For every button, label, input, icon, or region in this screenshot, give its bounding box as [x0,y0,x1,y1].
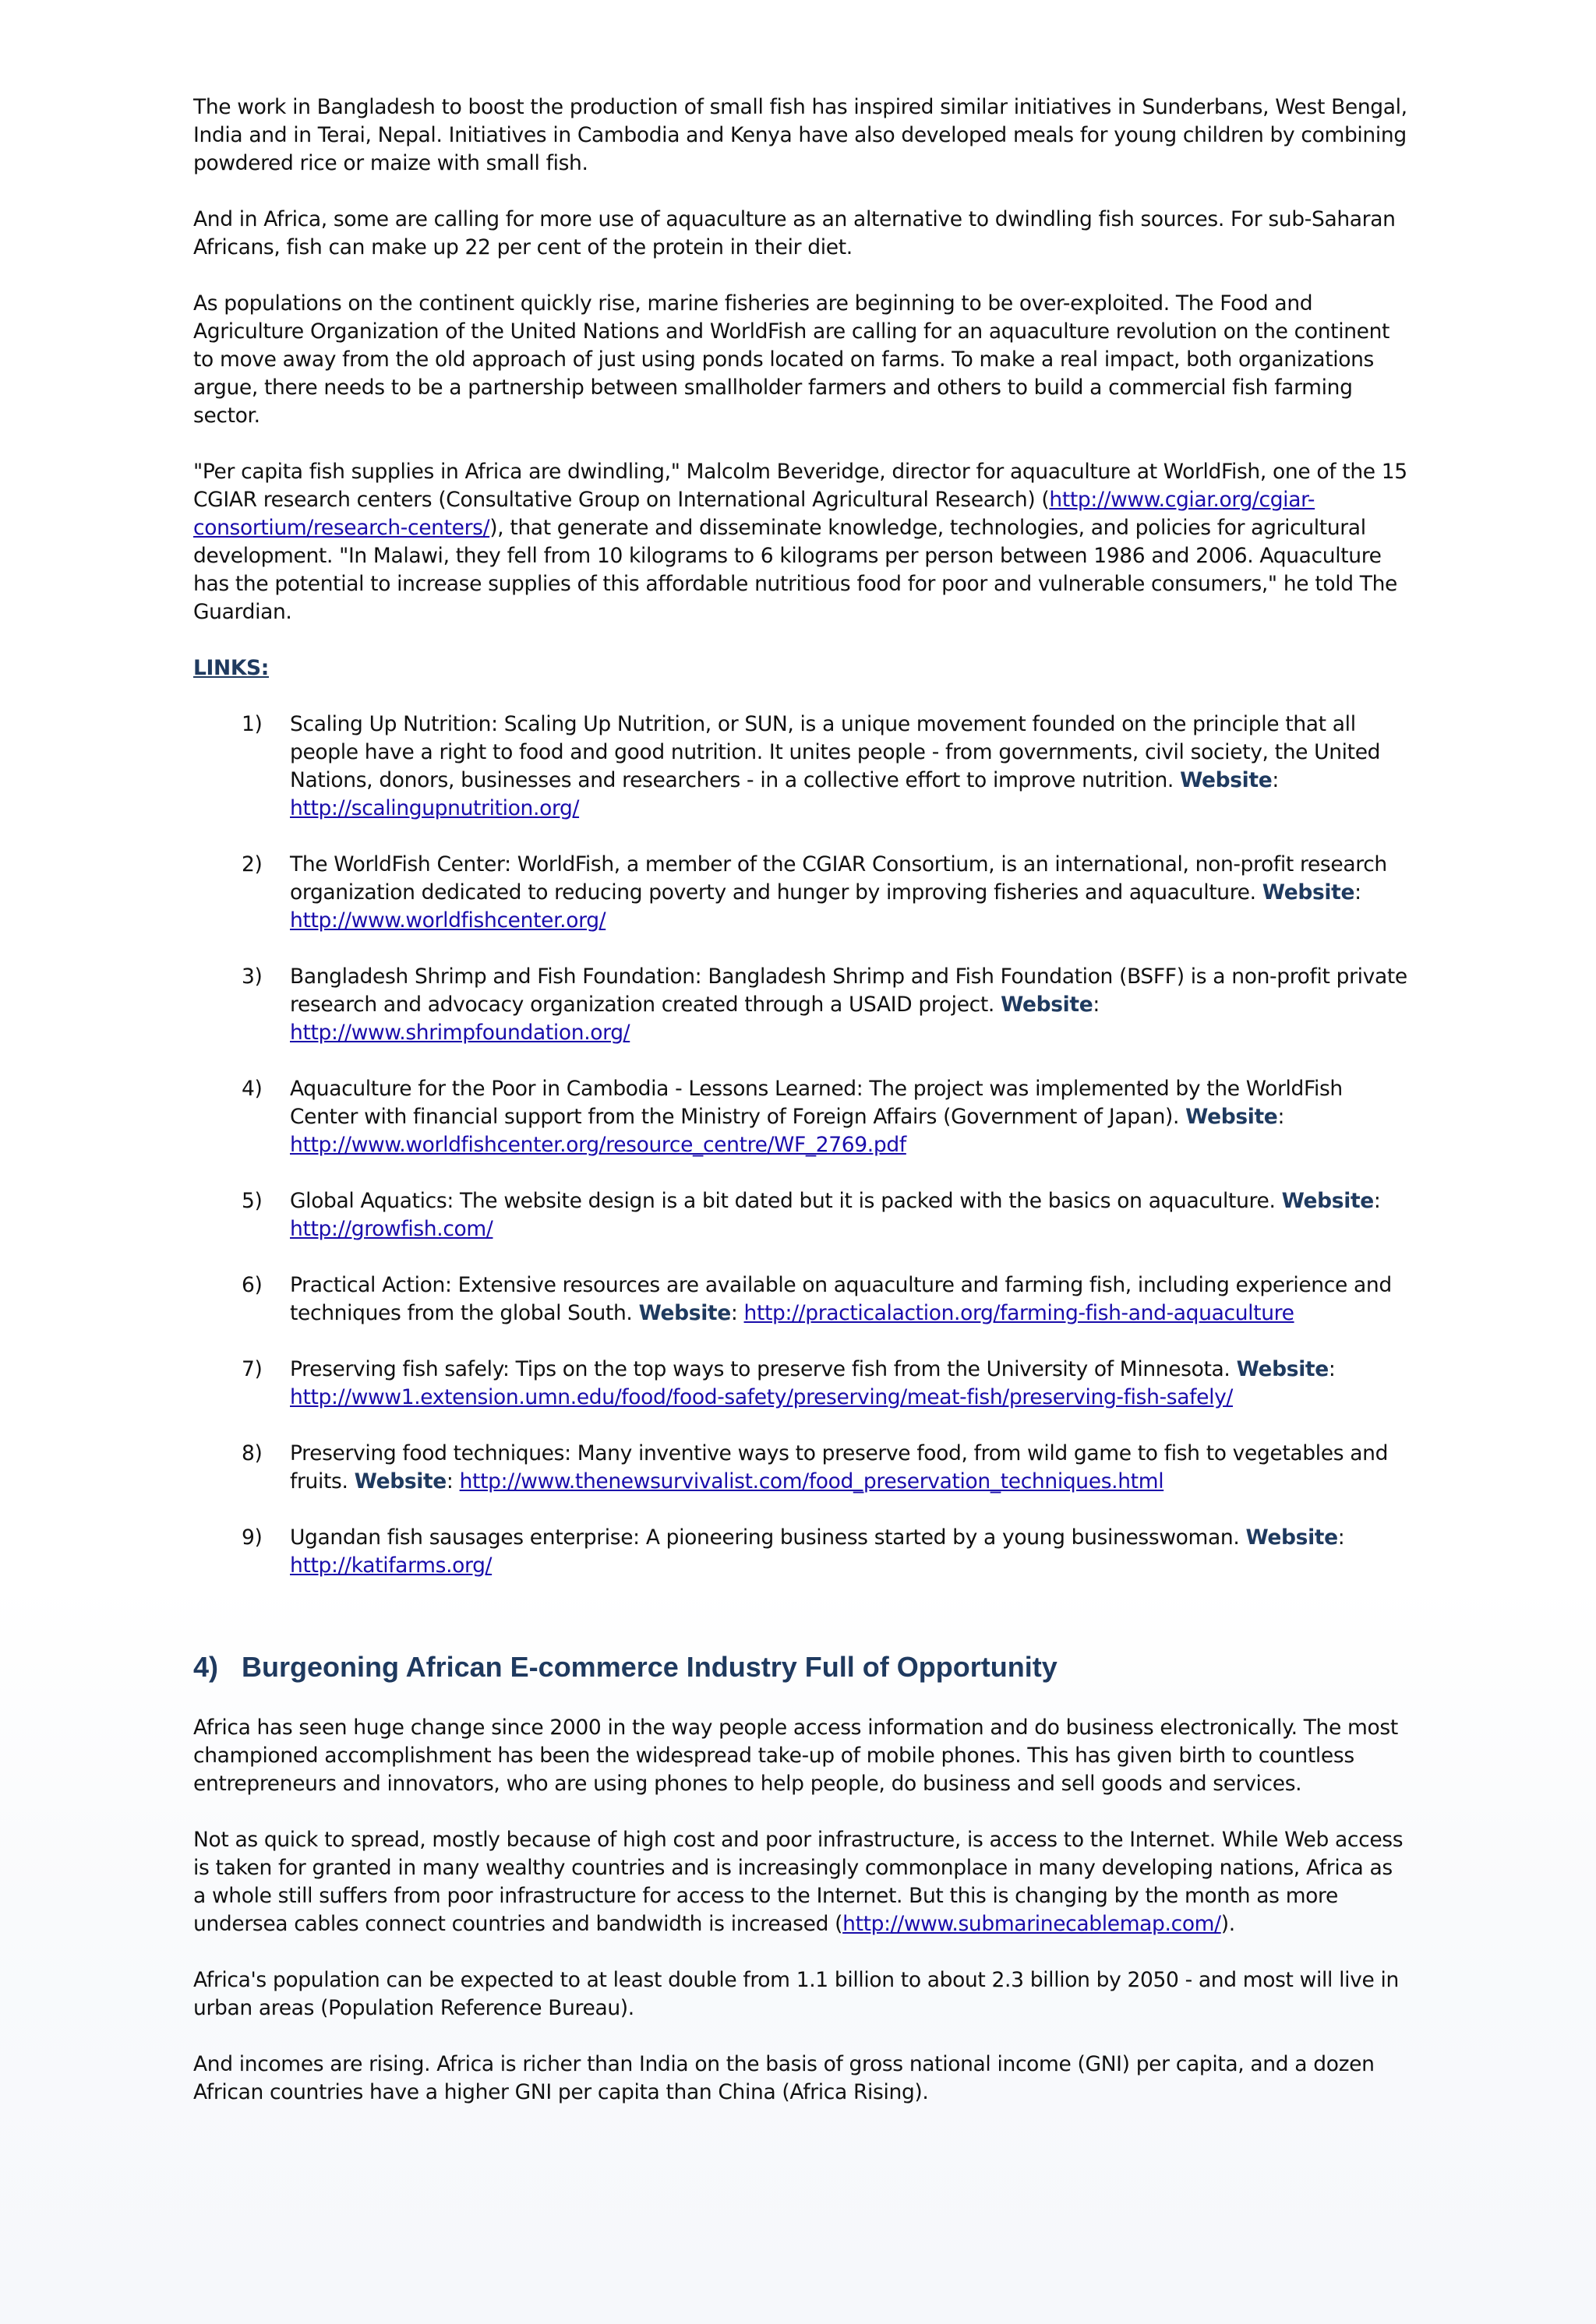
list-item-number: 8) [242,1441,263,1465]
list-item: 8) Preserving food techniques: Many inventive ways to preserve food, from wild game to fish to vegetables and fruits. Website: http://www.thenewsurvivalist.com/food_preservation_techniques.html [242,1441,1389,1493]
website-label: Website [1001,993,1093,1017]
list-item-number: 7) [242,1357,263,1381]
list-item-link[interactable]: http://growfish.com/ [290,1217,493,1241]
website-label: Website [1185,1105,1278,1129]
paragraph-population: Africa's population can be expected to at least double from 1.1 billion to about 2.3 billion by 2050 - and most will live in urban areas (Population Reference Bureau). [193,1968,1399,2020]
paragraph-small-fish-initiatives: The work in Bangladesh to boost the production of small fish has inspired similar initiatives in Sunderbans, West Bengal, India and in Terai, Nepal. Initiatives in Cambodia and Kenya have also developed meals for young children by combining powdered rice or maize with small fish. [193,95,1407,175]
links-heading: LINKS: [193,656,270,680]
list-item: 1) Scaling Up Nutrition: Scaling Up Nutrition, or SUN, is a unique movement founded on the principle that all people have a right to food and good nutrition. It unites people - from governments, civil society, the United Nations, donors, businesses and researchers - in a collective effort to improve nutrition. Website: http://scalingupnutrition.org/ [242,712,1381,820]
list-item-text: Bangladesh Shrimp and Fish Foundation: Bangladesh Shrimp and Fish Foundation (BSFF) is a non-profit private research and advocacy organization created through a USAID project. [290,965,1407,1017]
list-item-text: Practical Action: Extensive resources are available on aquaculture and farming fish, including experience and techniques from the global South. [290,1273,1392,1325]
list-item: 7) Preserving fish safely: Tips on the top ways to preserve fish from the University of Minnesota. Website: http://www1.extension.umn.edu/food/food-safety/preserving/meat-fish/preserving-fish-safely/ [242,1357,1336,1409]
list-item-number: 6) [242,1273,263,1297]
submarine-cable-link[interactable]: http://www.submarinecablemap.com/ [842,1912,1221,1936]
list-item-link[interactable]: http://www.worldfishcenter.org/ [290,908,606,933]
section-number: 4) [193,1651,219,1683]
list-item-number: 5) [242,1189,263,1213]
list-item: 2) The WorldFish Center: WorldFish, a member of the CGIAR Consortium, is an international, non-profit research organization dedicated to reducing poverty and hunger by improving fisheries and aquaculture. Website: http://www.worldfishcenter.org/ [242,852,1387,933]
links-list [193,711,1409,1580]
list-item-link[interactable]: http://www1.extension.umn.edu/food/food-safety/preserving/meat-fish/preserving-fish-safely/ [290,1385,1233,1409]
section-heading [193,1650,1409,1684]
list-item: 9) Ugandan fish sausages enterprise: A pioneering business started by a young businesswoman. Website: http://katifarms.org/ [242,1525,1345,1578]
list-item-link[interactable]: http://www.shrimpfoundation.org/ [290,1021,630,1045]
list-item-text: The WorldFish Center: WorldFish, a member of the CGIAR Consortium, is an international, non-profit research organization dedicated to reducing poverty and hunger by improving fisheries and aquaculture. [290,852,1387,905]
website-label: Website [1236,1357,1329,1381]
list-item-number: 4) [242,1077,263,1101]
list-item-link[interactable]: http://www.thenewsurvivalist.com/food_preservation_techniques.html [459,1469,1164,1493]
list-item-link[interactable]: http://www.worldfishcenter.org/resource_centre/WF_2769.pdf [290,1133,906,1157]
quote-text-before: "Per capita fish supplies in Africa are dwindling," Malcolm Beveridge, director for aquaculture at WorldFish, one of the 15 CGIAR research centers (Consultative Group on International Agricultural Research) ( [193,460,1407,512]
list-item: 3) Bangladesh Shrimp and Fish Foundation: Bangladesh Shrimp and Fish Foundation (BSFF) is a non-profit private research and advocacy organization created through a USAID project. Website: http://www.shrimpfoundation.org/ [242,965,1407,1045]
list-item-text: Aquaculture for the Poor in Cambodia - Lessons Learned: The project was implemented by the WorldFish Center with financial support from the Ministry of Foreign Affairs (Government of Japan). [290,1077,1343,1129]
website-label: Website [1180,768,1273,792]
internet-text-after: ). [1220,1912,1235,1936]
internet-text-before: Not as quick to spread, mostly because of high cost and poor infrastructure, is access to the Internet. While Web access is taken for granted in many wealthy countries and is increasingly commonplace in many developing nations, Africa as a whole still suffers from poor infrastructure for access to the Internet. But this is changing by the month as more undersea cables connect countries and bandwidth is increased ( [193,1828,1404,1936]
list-item-number: 9) [242,1525,263,1550]
website-label: Website [354,1469,447,1493]
paragraph-beveridge-quote [193,458,1409,626]
list-item-text: Scaling Up Nutrition: Scaling Up Nutrition, or SUN, is a unique movement founded on the principle that all people have a right to food and good nutrition. It unites people - from governments, civil society, the United Nations, donors, businesses and researchers - in a collective effort to improve nutrition. [290,712,1381,792]
list-item: 4) Aquaculture for the Poor in Cambodia - Lessons Learned: The project was implemented by the WorldFish Center with financial support from the Ministry of Foreign Affairs (Government of Japan). Website: http://www.worldfishcenter.org/resource_centre/WF_2769.pdf [242,1077,1343,1157]
paragraph-africa-aquaculture: And in Africa, some are calling for more use of aquaculture as an alternative to dwindling fish sources. For sub-Saharan Africans, fish can make up 22 per cent of the protein in their diet. [193,207,1396,259]
list-item-link[interactable]: http://practicalaction.org/farming-fish-and-aquaculture [743,1301,1294,1325]
paragraph-mobile-phones: Africa has seen huge change since 2000 in the way people access information and do business electronically. The most championed accomplishment has been the widespread take-up of mobile phones. This has given birth to countless entrepreneurs and innovators, who are using phones to help people, do business and sell goods and services. [193,1716,1398,1796]
website-label: Website [1281,1189,1374,1213]
website-label: Website [638,1301,731,1325]
paragraph-incomes: And incomes are rising. Africa is richer than India on the basis of gross national income (GNI) per capita, and a dozen African countries have a higher GNI per capita than China (Africa Rising). [193,2052,1375,2104]
list-item-text: Ugandan fish sausages enterprise: A pioneering business started by a young businesswoman. [290,1525,1246,1550]
list-item-number: 3) [242,965,263,989]
list-item: 6) Practical Action: Extensive resources are available on aquaculture and farming fish, including experience and techniques from the global South. Website: http://practicalaction.org/farming-fish-and-aquaculture [242,1273,1392,1325]
section-title: Burgeoning African E-commerce Industry Full of Opportunity [242,1651,1058,1683]
list-item-link[interactable]: http://scalingupnutrition.org/ [290,796,580,820]
cgiar-link[interactable]: http://www.cgiar.org/cgiar-consortium/research-centers/ [193,488,1315,540]
links-heading-wrap [193,654,1409,711]
paragraph-marine-fisheries: As populations on the continent quickly rise, marine fisheries are beginning to be over-exploited. The Food and Agriculture Organization of the United Nations and WorldFish are calling for an aquaculture revolution on the continent to move away from the old approach of just using ponds located on farms. To make a real impact, both organizations argue, there needs to be a partnership between smallholder farmers and others to build a commercial fish farming sector. [193,291,1390,428]
quote-text-after: ), that generate and disseminate knowledge, technologies, and policies for agricultural development. "In Malawi, they fell from 10 kilograms to 6 kilograms per person between 1986 and 2006. Aquaculture has the potential to increase supplies of this affordable nutritious food for poor and vulnerable consumers," he told The Guardian. [193,516,1398,624]
document-content [193,93,1409,2135]
list-item-link[interactable]: http://katifarms.org/ [290,1553,493,1578]
website-label: Website [1245,1525,1338,1550]
list-item-text: Preserving fish safely: Tips on the top ways to preserve fish from the University of Minnesota. [290,1357,1237,1381]
website-label: Website [1262,880,1355,905]
list-item-number: 1) [242,712,263,736]
list-item: 5) Global Aquatics: The website design is a bit dated but it is packed with the basics on aquaculture. Website: http://growfish.com/ [242,1189,1381,1241]
paragraph-internet-access [193,1826,1409,1938]
list-item-text: Preserving food techniques: Many inventive ways to preserve food, from wild game to fish to vegetables and fruits. [290,1441,1389,1493]
list-item-text: Global Aquatics: The website design is a bit dated but it is packed with the basics on aquaculture. [290,1189,1282,1213]
list-item-number: 2) [242,852,263,876]
